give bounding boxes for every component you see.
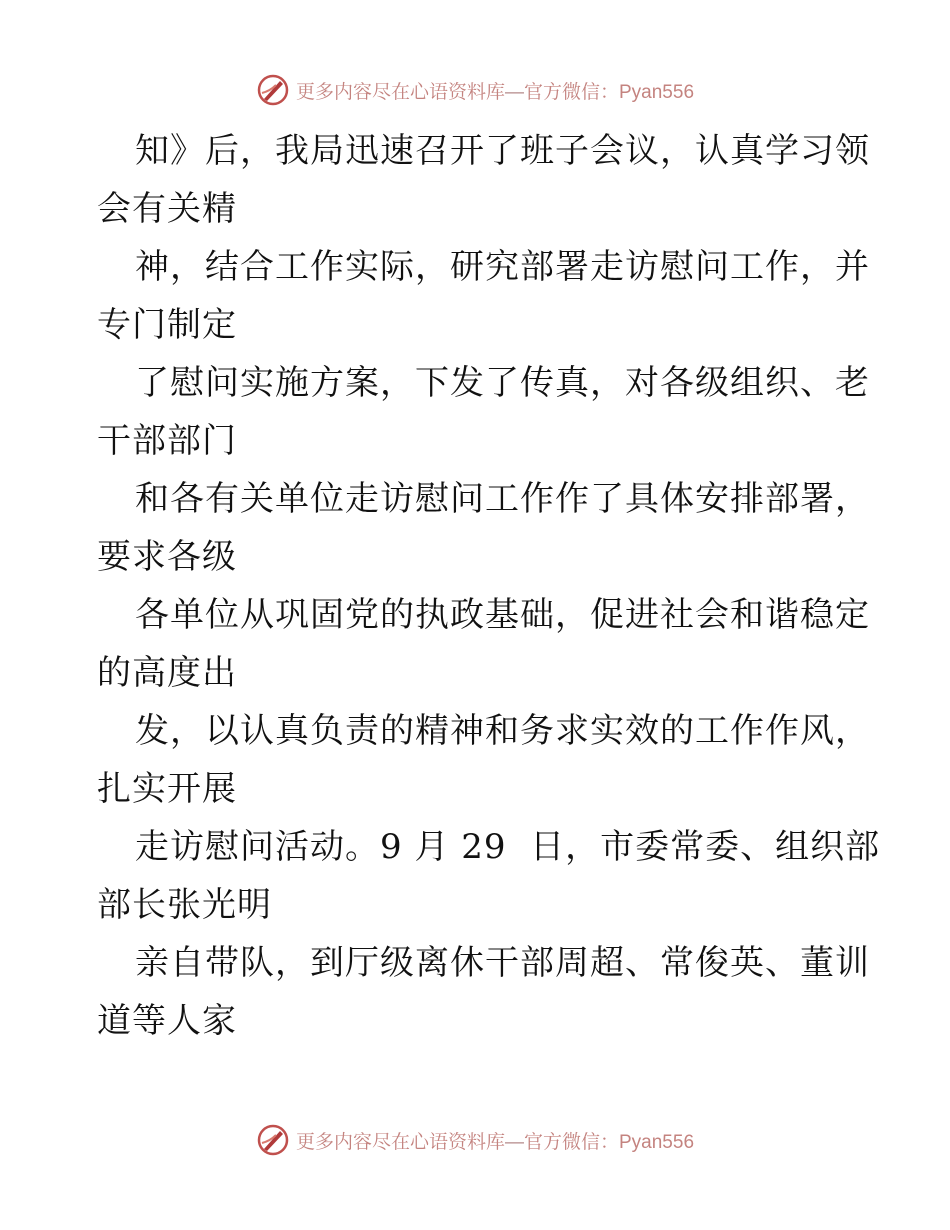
paragraph-line: 知》后，我局迅速召开了班子会议，认真学习领 — [135, 131, 870, 171]
banner-dash: — — [504, 81, 524, 103]
paragraph-5 — [97, 586, 870, 702]
paragraph-line: 干部部门 — [97, 421, 237, 461]
paragraph-line: 亲自带队，到厅级离休干部周超、常俊英、董训 — [135, 943, 870, 983]
quill-circle-icon — [256, 1123, 290, 1157]
footer-banner — [0, 1120, 950, 1160]
paragraph-line: 了慰问实施方案，下发了传真，对各级组织、老 — [135, 363, 870, 403]
quill-circle-icon — [256, 73, 290, 107]
header-banner — [0, 70, 950, 110]
paragraph-4 — [97, 470, 870, 586]
banner-site-text: 更多内容尽在心语资料库 — [295, 1130, 505, 1153]
paragraph-line: 部长张光明 — [97, 885, 272, 925]
banner-wechat-id: Pyan556 — [619, 1131, 695, 1153]
banner-site-text: 更多内容尽在心语资料库 — [295, 80, 505, 103]
paragraph-line: 走访慰问活动。9 月 29 日，市委常委、组织部 — [135, 827, 881, 867]
paragraph-3 — [97, 354, 870, 470]
document-body — [97, 122, 881, 1050]
banner-wechat-id: Pyan556 — [619, 81, 695, 103]
paragraph-line: 扎实开展 — [97, 769, 237, 809]
banner-wechat-label: 官方微信： — [523, 80, 619, 103]
paragraph-line: 专门制定 — [97, 305, 237, 345]
paragraph-line: 道等人家 — [97, 1001, 237, 1041]
paragraph-8 — [97, 934, 870, 1050]
banner-text — [296, 77, 694, 104]
paragraph-7 — [97, 818, 881, 934]
paragraph-6 — [97, 702, 870, 818]
paragraph-line: 各单位从巩固党的执政基础，促进社会和谐稳定 — [135, 595, 870, 635]
paragraph-line: 的高度出 — [97, 653, 237, 693]
paragraph-2 — [97, 238, 870, 354]
paragraph-1 — [97, 122, 870, 238]
banner-wechat-label: 官方微信： — [523, 1130, 619, 1153]
paragraph-line: 要求各级 — [97, 537, 237, 577]
paragraph-line: 会有关精 — [97, 189, 237, 229]
banner-dash: — — [504, 1131, 524, 1153]
paragraph-line: 和各有关单位走访慰问工作作了具体安排部署， — [135, 479, 870, 519]
paragraph-line: 发，以认真负责的精神和务求实效的工作作风， — [135, 711, 870, 751]
paragraph-line: 神，结合工作实际，研究部署走访慰问工作，并 — [135, 247, 870, 287]
banner-text — [296, 1127, 694, 1154]
